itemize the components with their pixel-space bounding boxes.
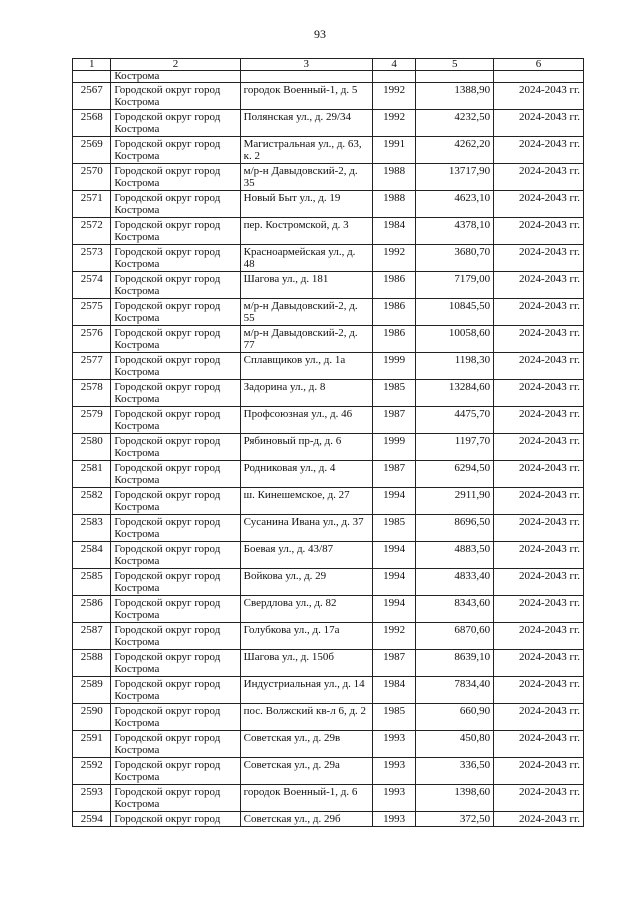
- table-row: [73, 191, 584, 218]
- cell-municipality: Городской округ город Кострома: [111, 245, 240, 272]
- cell-num: 2586: [73, 596, 111, 623]
- cell-municipality: Городской округ город Кострома: [111, 650, 240, 677]
- cell-area: 4475,70: [416, 407, 494, 434]
- cell-address: Сплавщиков ул., д. 1а: [240, 353, 372, 380]
- cell-period: 2024-2043 гг.: [494, 434, 584, 461]
- cell-year: 1988: [372, 191, 415, 218]
- cell-municipality: Городской округ город Кострома: [111, 110, 240, 137]
- cell-municipality: Городской округ город Кострома: [111, 191, 240, 218]
- cell-address: Советская ул., д. 29б: [240, 812, 372, 827]
- cell-year: 1992: [372, 83, 415, 110]
- table-body: [73, 71, 584, 827]
- table-row: [73, 326, 584, 353]
- cell-year: 1987: [372, 407, 415, 434]
- cell-address: Красноармейская ул., д. 48: [240, 245, 372, 272]
- cell-municipality: Городской округ город Кострома: [111, 677, 240, 704]
- cell-num: 2583: [73, 515, 111, 542]
- cell-year: 1994: [372, 596, 415, 623]
- cell-num: [73, 71, 111, 83]
- cell-area: 660,90: [416, 704, 494, 731]
- cell-num: 2590: [73, 704, 111, 731]
- cell-year: 1992: [372, 110, 415, 137]
- cell-period: 2024-2043 гг.: [494, 299, 584, 326]
- cell-period: 2024-2043 гг.: [494, 596, 584, 623]
- cell-period: 2024-2043 гг.: [494, 272, 584, 299]
- cell-year: 1993: [372, 758, 415, 785]
- cell-area: 4623,10: [416, 191, 494, 218]
- cell-address: Полянская ул., д. 29/34: [240, 110, 372, 137]
- cell-area: 4883,50: [416, 542, 494, 569]
- cell-municipality: Городской округ город Кострома: [111, 461, 240, 488]
- cell-num: 2580: [73, 434, 111, 461]
- cell-area: 4378,10: [416, 218, 494, 245]
- cell-area: 1198,30: [416, 353, 494, 380]
- page-number: 93: [314, 27, 326, 41]
- cell-address: Свердлова ул., д. 82: [240, 596, 372, 623]
- cell-area: 13284,60: [416, 380, 494, 407]
- column-header-2: 2: [111, 59, 240, 71]
- cell-address: городок Военный-1, д. 6: [240, 785, 372, 812]
- cell-period: 2024-2043 гг.: [494, 326, 584, 353]
- cell-num: 2569: [73, 137, 111, 164]
- cell-num: 2568: [73, 110, 111, 137]
- cell-area: 8639,10: [416, 650, 494, 677]
- cell-address: пер. Костромской, д. 3: [240, 218, 372, 245]
- cell-area: 1388,90: [416, 83, 494, 110]
- table-row: [73, 731, 584, 758]
- cell-period: 2024-2043 гг.: [494, 569, 584, 596]
- table-row: [73, 542, 584, 569]
- cell-address: Войкова ул., д. 29: [240, 569, 372, 596]
- cell-period: 2024-2043 гг.: [494, 110, 584, 137]
- column-header-4: 4: [372, 59, 415, 71]
- cell-year: 1986: [372, 272, 415, 299]
- cell-area: 3680,70: [416, 245, 494, 272]
- cell-municipality: Городской округ город Кострома: [111, 299, 240, 326]
- cell-num: 2576: [73, 326, 111, 353]
- cell-year: 1985: [372, 380, 415, 407]
- cell-address: Рябиновый пр-д, д. 6: [240, 434, 372, 461]
- cell-num: 2587: [73, 623, 111, 650]
- table-row: [73, 272, 584, 299]
- cell-area: 7179,00: [416, 272, 494, 299]
- cell-address: Советская ул., д. 29в: [240, 731, 372, 758]
- cell-period: 2024-2043 гг.: [494, 785, 584, 812]
- table-row: [73, 380, 584, 407]
- cell-period: 2024-2043 гг.: [494, 164, 584, 191]
- cell-num: 2591: [73, 731, 111, 758]
- cell-address: ш. Кинешемское, д. 27: [240, 488, 372, 515]
- cell-address: Родниковая ул., д. 4: [240, 461, 372, 488]
- cell-period: 2024-2043 гг.: [494, 704, 584, 731]
- cell-municipality: Городской округ город Кострома: [111, 326, 240, 353]
- table-row: [73, 461, 584, 488]
- table-row: [73, 515, 584, 542]
- cell-municipality: Кострома: [111, 71, 240, 83]
- cell-num: 2577: [73, 353, 111, 380]
- table-row: [73, 434, 584, 461]
- cell-period: 2024-2043 гг.: [494, 731, 584, 758]
- cell-address: Новый Быт ул., д. 19: [240, 191, 372, 218]
- cell-year: 1999: [372, 353, 415, 380]
- cell-year: [372, 71, 415, 83]
- cell-num: 2582: [73, 488, 111, 515]
- cell-num: 2570: [73, 164, 111, 191]
- cell-area: 10058,60: [416, 326, 494, 353]
- cell-municipality: Городской округ город Кострома: [111, 137, 240, 164]
- cell-num: 2584: [73, 542, 111, 569]
- cell-municipality: Городской округ город Кострома: [111, 515, 240, 542]
- cell-period: 2024-2043 гг.: [494, 191, 584, 218]
- cell-area: 336,50: [416, 758, 494, 785]
- cell-area: 4833,40: [416, 569, 494, 596]
- cell-period: 2024-2043 гг.: [494, 407, 584, 434]
- cell-num: 2578: [73, 380, 111, 407]
- cell-year: 1986: [372, 326, 415, 353]
- cell-municipality: Городской округ город Кострома: [111, 569, 240, 596]
- cell-year: 1993: [372, 812, 415, 827]
- cell-year: 1987: [372, 650, 415, 677]
- table-row: [73, 623, 584, 650]
- column-number-row: [73, 59, 584, 71]
- cell-period: 2024-2043 гг.: [494, 542, 584, 569]
- cell-municipality: Городской округ город Кострома: [111, 542, 240, 569]
- cell-num: 2572: [73, 218, 111, 245]
- cell-year: 1992: [372, 245, 415, 272]
- cell-year: 1993: [372, 785, 415, 812]
- cell-municipality: Городской округ город: [111, 812, 240, 827]
- cell-year: 1986: [372, 299, 415, 326]
- cell-period: 2024-2043 гг.: [494, 623, 584, 650]
- cell-year: 1992: [372, 623, 415, 650]
- cell-municipality: Городской округ город Кострома: [111, 380, 240, 407]
- table-row: [73, 785, 584, 812]
- continuation-row: [73, 71, 584, 83]
- cell-year: 1991: [372, 137, 415, 164]
- cell-period: 2024-2043 гг.: [494, 677, 584, 704]
- cell-address: Профсоюзная ул., д. 46: [240, 407, 372, 434]
- table-row: [73, 812, 584, 827]
- cell-municipality: Городской округ город Кострома: [111, 488, 240, 515]
- cell-municipality: Городской округ город Кострома: [111, 407, 240, 434]
- table-row: [73, 353, 584, 380]
- cell-year: 1985: [372, 515, 415, 542]
- housing-registry-table: [72, 58, 584, 827]
- cell-period: 2024-2043 гг.: [494, 353, 584, 380]
- cell-address: Голубкова ул., д. 17а: [240, 623, 372, 650]
- cell-num: 2571: [73, 191, 111, 218]
- column-header-5: 5: [416, 59, 494, 71]
- table-row: [73, 677, 584, 704]
- cell-num: 2567: [73, 83, 111, 110]
- cell-period: 2024-2043 гг.: [494, 758, 584, 785]
- cell-address: пос. Волжский кв-л 6, д. 2: [240, 704, 372, 731]
- cell-period: 2024-2043 гг.: [494, 83, 584, 110]
- cell-area: 2911,90: [416, 488, 494, 515]
- cell-area: [416, 71, 494, 83]
- cell-area: 450,80: [416, 731, 494, 758]
- cell-num: 2575: [73, 299, 111, 326]
- cell-municipality: Городской округ город Кострома: [111, 731, 240, 758]
- cell-address: Индустриальная ул., д. 14: [240, 677, 372, 704]
- cell-municipality: Городской округ город Кострома: [111, 623, 240, 650]
- cell-address: м/р-н Давыдовский-2, д. 77: [240, 326, 372, 353]
- cell-num: 2594: [73, 812, 111, 827]
- table-row: [73, 488, 584, 515]
- cell-period: 2024-2043 гг.: [494, 650, 584, 677]
- table-row: [73, 83, 584, 110]
- cell-area: 10845,50: [416, 299, 494, 326]
- cell-area: 6294,50: [416, 461, 494, 488]
- cell-period: 2024-2043 гг.: [494, 218, 584, 245]
- cell-address: Боевая ул., д. 43/87: [240, 542, 372, 569]
- cell-address: Магистральная ул., д. 63, к. 2: [240, 137, 372, 164]
- column-header-3: 3: [240, 59, 372, 71]
- cell-num: 2581: [73, 461, 111, 488]
- cell-address: м/р-н Давыдовский-2, д. 55: [240, 299, 372, 326]
- cell-address: Шагова ул., д. 181: [240, 272, 372, 299]
- cell-municipality: Городской округ город Кострома: [111, 704, 240, 731]
- cell-period: 2024-2043 гг.: [494, 488, 584, 515]
- cell-municipality: Городской округ город Кострома: [111, 758, 240, 785]
- cell-address: Сусанина Ивана ул., д. 37: [240, 515, 372, 542]
- cell-address: Шагова ул., д. 150б: [240, 650, 372, 677]
- cell-num: 2592: [73, 758, 111, 785]
- cell-num: 2593: [73, 785, 111, 812]
- table-row: [73, 164, 584, 191]
- cell-year: 1988: [372, 164, 415, 191]
- cell-num: 2579: [73, 407, 111, 434]
- cell-period: 2024-2043 гг.: [494, 812, 584, 827]
- cell-address: [240, 71, 372, 83]
- cell-year: 1999: [372, 434, 415, 461]
- cell-num: 2574: [73, 272, 111, 299]
- cell-year: 1984: [372, 218, 415, 245]
- cell-year: 1993: [372, 731, 415, 758]
- cell-municipality: Городской округ город Кострома: [111, 218, 240, 245]
- cell-area: 1197,70: [416, 434, 494, 461]
- cell-municipality: Городской округ город Кострома: [111, 272, 240, 299]
- cell-area: 372,50: [416, 812, 494, 827]
- table-row: [73, 137, 584, 164]
- table-row: [73, 650, 584, 677]
- cell-period: 2024-2043 гг.: [494, 380, 584, 407]
- cell-municipality: Городской округ город Кострома: [111, 596, 240, 623]
- table-row: [73, 110, 584, 137]
- cell-area: 8343,60: [416, 596, 494, 623]
- column-header-1: 1: [73, 59, 111, 71]
- cell-area: 4262,20: [416, 137, 494, 164]
- cell-area: 7834,40: [416, 677, 494, 704]
- cell-address: м/р-н Давыдовский-2, д. 35: [240, 164, 372, 191]
- cell-period: 2024-2043 гг.: [494, 461, 584, 488]
- cell-address: городок Военный-1, д. 5: [240, 83, 372, 110]
- cell-address: Советская ул., д. 29а: [240, 758, 372, 785]
- cell-year: 1985: [372, 704, 415, 731]
- cell-num: 2573: [73, 245, 111, 272]
- cell-period: [494, 71, 584, 83]
- cell-municipality: Городской округ город Кострома: [111, 353, 240, 380]
- cell-year: 1994: [372, 542, 415, 569]
- cell-area: 13717,90: [416, 164, 494, 191]
- cell-year: 1984: [372, 677, 415, 704]
- table-row: [73, 596, 584, 623]
- table-row: [73, 569, 584, 596]
- table-row: [73, 218, 584, 245]
- table-row: [73, 758, 584, 785]
- table-row: [73, 704, 584, 731]
- cell-period: 2024-2043 гг.: [494, 245, 584, 272]
- cell-period: 2024-2043 гг.: [494, 515, 584, 542]
- table-row: [73, 245, 584, 272]
- table-row: [73, 299, 584, 326]
- cell-municipality: Городской округ город Кострома: [111, 785, 240, 812]
- cell-year: 1994: [372, 569, 415, 596]
- cell-municipality: Городской округ город Кострома: [111, 434, 240, 461]
- cell-num: 2588: [73, 650, 111, 677]
- cell-municipality: Городской округ город Кострома: [111, 164, 240, 191]
- cell-area: 6870,60: [416, 623, 494, 650]
- cell-num: 2589: [73, 677, 111, 704]
- cell-area: 4232,50: [416, 110, 494, 137]
- cell-year: 1987: [372, 461, 415, 488]
- cell-address: Задорина ул., д. 8: [240, 380, 372, 407]
- column-header-6: 6: [494, 59, 584, 71]
- cell-area: 1398,60: [416, 785, 494, 812]
- table-row: [73, 407, 584, 434]
- cell-municipality: Городской округ город Кострома: [111, 83, 240, 110]
- cell-area: 8696,50: [416, 515, 494, 542]
- cell-num: 2585: [73, 569, 111, 596]
- cell-period: 2024-2043 гг.: [494, 137, 584, 164]
- cell-year: 1994: [372, 488, 415, 515]
